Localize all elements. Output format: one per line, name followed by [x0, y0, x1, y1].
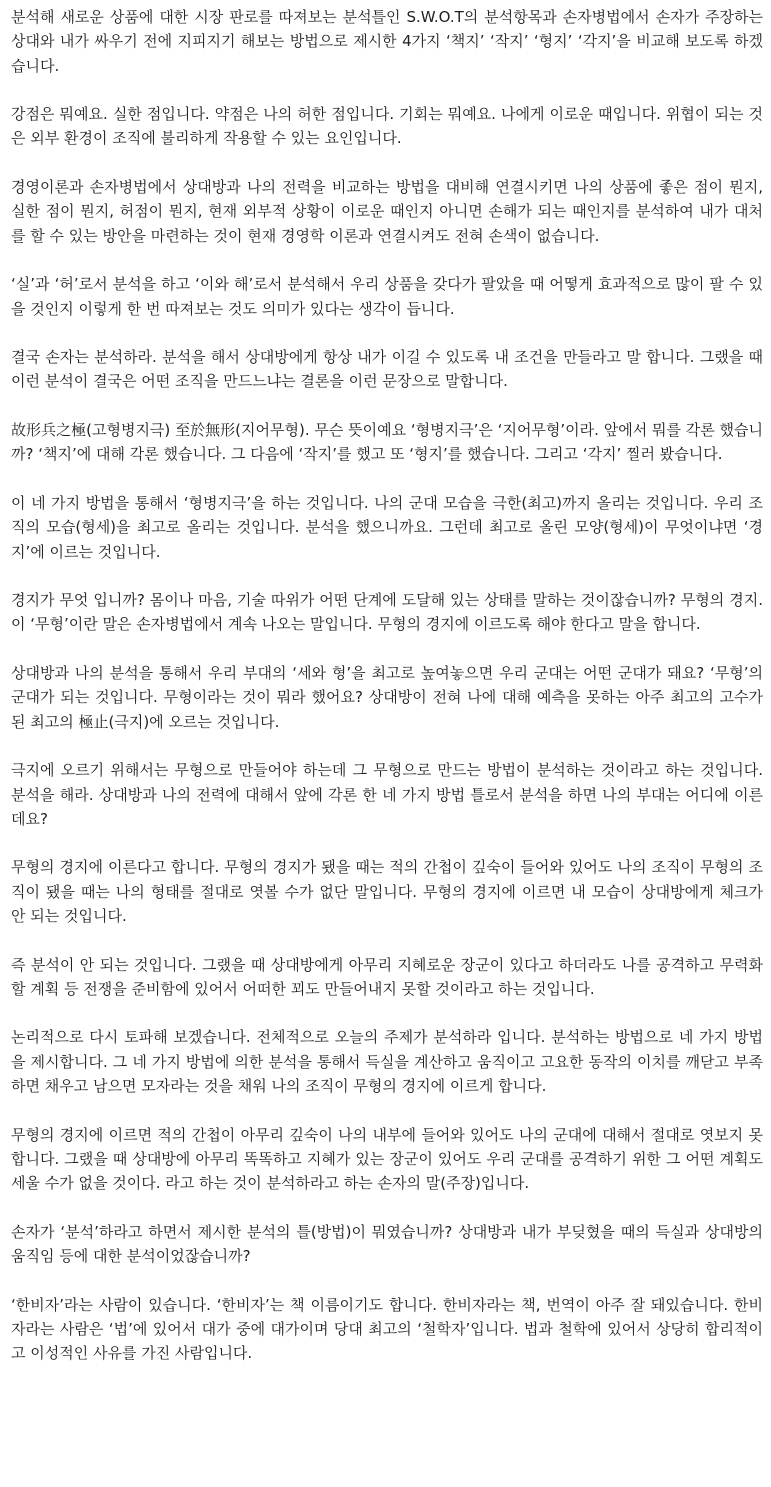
paragraph-geukji: 극지에 오르기 위해서는 무형으로 만들어야 하는데 그 무형으로 만드는 방법이 분석하는 것이라고 하는 것입니다. 분석을 해라. 상대방과 나의 전력에 대해서 앞에 각론 한 네 가지 방법 틀로서 분석을 하면 나의 부대는 어디에 이른데요?: [11, 761, 763, 828]
paragraph-analysis-framework: 손자가 ‘분석’하라고 하면서 제시한 분석의 틀(방법)이 뭐였습니까? 상대방과 내가 부딪혔을 때의 득실과 상대방의 움직임 등에 대한 분석이었잖습니까?: [11, 1222, 763, 1266]
paragraph-gyeongji: 경지가 무엇 입니까? 몸이나 마음, 기술 따위가 어떤 단계에 도달해 있는 상태를 말하는 것이잖습니까? 무형의 경지. 이 ‘무형’이란 말은 손자병법에서 계속 나오는 말입니다. 무형의 경지에 이르도록 해야 한다고 말을 합니다.: [11, 591, 763, 634]
paragraph-sil-heo-analysis: ‘실’과 ‘허’로서 분석을 하고 ‘이와 해’로서 분석해서 우리 상품을 갖다가 팔았을 때 어떻게 효과적으로 많이 팔 수 있을 것인지 이렇게 한 번 따져보는 것도 의미가 있다는 생각이 듭니다.: [11, 275, 763, 318]
paragraph-swot-intro: 분석해 새로운 상품에 대한 시장 판로를 따져보는 분석틀인 S.W.O.T의 분석항목과 손자병법에서 손자가 주장하는 상대와 내가 싸우기 전에 지피지기 해보는 방법으로 제시한 4가지 ‘책지’ ‘작지’ ‘형지’ ‘각지’을 비교해 보도록 하겠습니다.: [11, 8, 763, 75]
paragraph-hanbija: ‘한비자’라는 사람이 있습니다. ‘한비자’는 책 이름이기도 합니다. 한비자라는 책, 번역이 아주 잘 돼있습니다. 한비자라는 사람은 ‘법’에 있어서 대가 중에 대가이며 당대 최고의 ‘철학자’입니다. 법과 철학에 있어서 상당히 합리적이고 이성적인 사유를 가진 사람입니다.: [11, 1295, 763, 1363]
paragraph-no-analysis: 즉 분석이 안 되는 것입니다. 그랬을 때 상대방에게 아무리 지혜로운 장군이 있다고 하더라도 나를 공격하고 무력화 할 계획 등 전쟁을 준비함에 있어서 어떠한 꾀도 만들어내지 못할 것이라고 하는 것입니다.: [11, 955, 763, 998]
paragraph-logical-review: 논리적으로 다시 토파해 보겠습니다. 전체적으로 오늘의 주제가 분석하라 입니다. 분석하는 방법으로 네 가지 방법을 제시합니다. 그 네 가지 방법에 의한 분석을 통해서 득실을 계산하고 움직이고 고요한 동작의 이치를 깨닫고 부족하면 채우고 남으면 모자라는 것을 채워 나의 조직이 무형의 경지에 이르게 합니다.: [11, 1028, 763, 1096]
paragraph-spy-cannot-see: 무형의 경지에 이르면 적의 간첩이 아무리 깊숙이 나의 내부에 들어와 있어도 나의 군대에 대해서 절대로 엿보지 못합니다. 그랬을 때 상대방에 아무리 똑똑하고 지혜가 있는 장군이 있어도 우리 군대를 공격하기 위한 그 어떤 계획도 세울 수가 없을 것이다. 라고 하는 것이 분석하라고 하는 손자의 말(주장)입니다.: [11, 1125, 763, 1193]
paragraph-four-methods: 이 네 가지 방법을 통해서 ‘형병지극’을 하는 것입니다. 나의 군대 모습을 극한(최고)까지 올리는 것입니다. 우리 조직의 모습(형세)을 최고로 올리는 것입니다. 분석을 했으니까요. 그런데 최고로 올린 모양(형세)이 무엇이냐면 ‘경지’에 이르는 것입니다.: [11, 493, 763, 561]
paragraph-gohyeongbyeongjigeuk: 故形兵之極(고형병지극) 至於無形(지어무형). 무슨 뜻이예요 ‘형병지극’은 ‘지어무형’이라. 앞에서 뭐를 각론 했습니까? ‘책지’에 대해 각론 했습니다. 그 다음에 ‘작지’를 했고 또 ‘형지’를 했습니다. 그리고 ‘각지’ 찔러 봤습니다.: [11, 421, 763, 464]
article-body: [11, 5, 763, 1390]
paragraph-management-theory: 경영이론과 손자병법에서 상대방과 나의 전력을 비교하는 방법을 대비해 연결시키면 나의 상품에 좋은 점이 뭔지, 실한 점이 뭔지, 허점이 뭔지, 현재 외부적 상황이 이로운 때인지 아니면 손해가 되는 때인지를 분석하여 내가 대처를 할 수 있는 방안을 마련하는 것이 현재 경영학 이론과 연결시켜도 전혀 손색이 없습니다.: [11, 178, 763, 245]
paragraph-muhyeong-realm: 무형의 경지에 이른다고 합니다. 무형의 경지가 됐을 때는 적의 간첩이 깊숙이 들어와 있어도 나의 조직이 무형의 조직이 됐을 때는 나의 형태를 절대로 엿볼 수가 없단 말입니다. 무형의 경지에 이르면 내 모습이 상대방에게 체크가 안 되는 것입니다.: [11, 858, 763, 925]
paragraph-strengths-weaknesses: 강점은 뭐예요. 실한 점입니다. 약점은 나의 허한 점입니다. 기회는 뭐예요. 나에게 이로운 때입니다. 위협이 되는 것은 외부 환경이 조직에 불리하게 작용할 수 있는 요인입니다.: [11, 105, 763, 148]
paragraph-muhyeong-army: 상대방과 나의 분석을 통해서 우리 부대의 ‘세와 형’을 최고로 높여놓으면 우리 군대는 어떤 군대가 돼요? ‘무형’의 군대가 되는 것입니다. 무형이라는 것이 뭐라 했어요? 상대방이 전혀 나에 대해 예측을 못하는 아주 최고의 고수가 된 최고의 極止(극지)에 오르는 것입니다.: [11, 664, 763, 731]
paragraph-sunzi-analyze: 결국 손자는 분석하라. 분석을 해서 상대방에게 항상 내가 이길 수 있도록 내 조건을 만들라고 말 합니다. 그랬을 때 이런 분석이 결국은 어떤 조직을 만드느냐는 결론을 이런 문장으로 말합니다.: [11, 348, 763, 391]
